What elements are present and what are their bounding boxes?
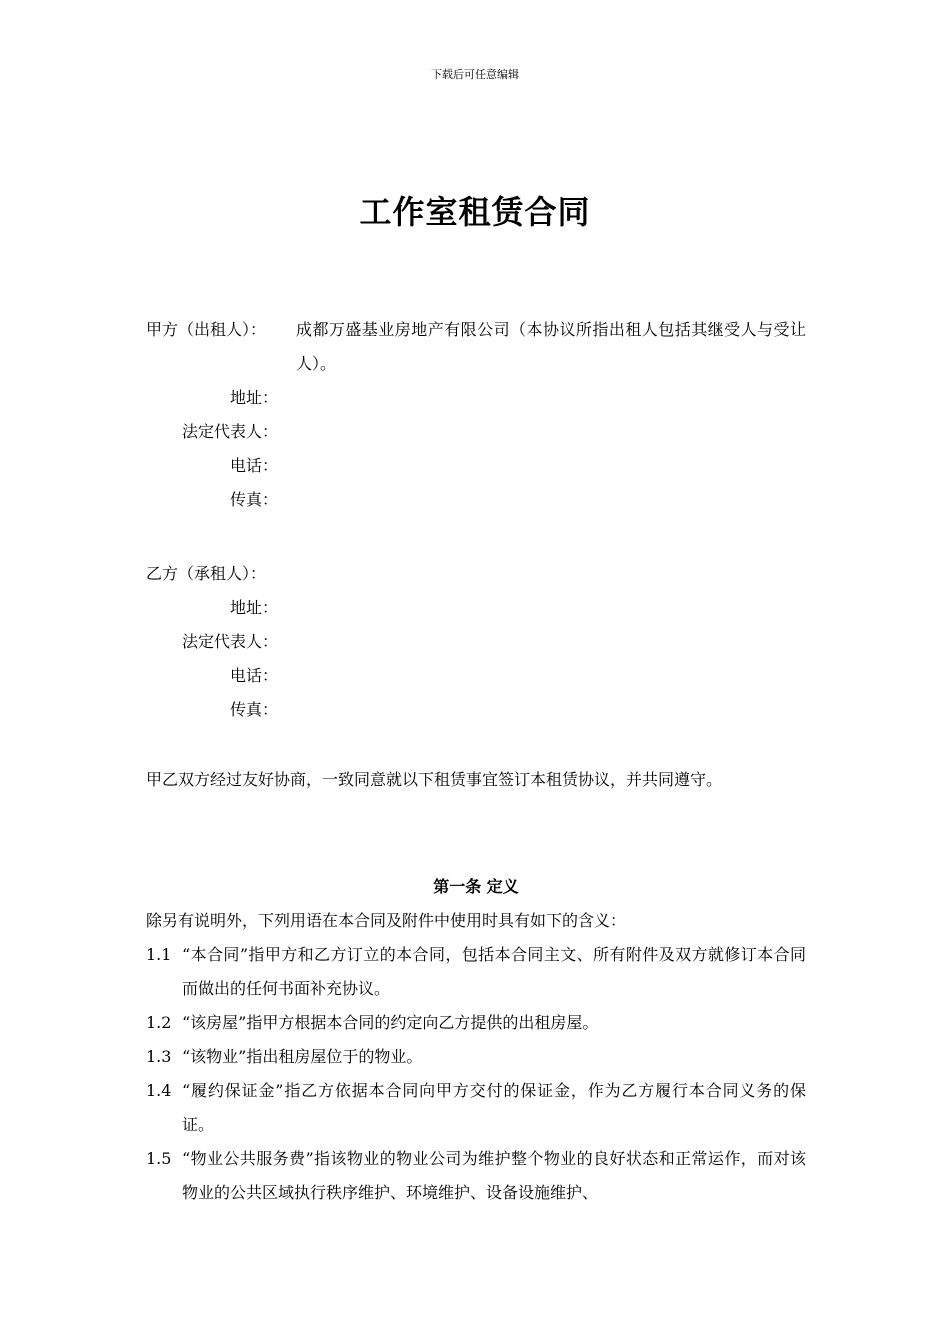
clause-item xyxy=(146,1006,806,1040)
clause-number: 1.1 xyxy=(146,945,172,964)
party-a-legal-rep xyxy=(146,415,806,449)
clause-item xyxy=(146,1142,806,1210)
party-b-label: 乙方（承租人）： xyxy=(146,564,267,583)
field-label: 法定代表人： xyxy=(181,422,278,441)
clause-item xyxy=(146,1040,806,1074)
party-a-name-row xyxy=(146,313,806,381)
clause-text: “该房屋”指甲方根据本合同的约定向乙方提供的出租房屋。 xyxy=(182,1013,599,1032)
party-b-fax xyxy=(146,693,806,727)
clause-number: 1.4 xyxy=(146,1081,172,1100)
field-label: 电话： xyxy=(229,456,278,475)
clause-text: “本合同”指甲方和乙方订立的本合同，包括本合同主文、所有附件及双方就修订本合同而做出的任何书面补充协议。 xyxy=(182,945,806,998)
party-b-phone xyxy=(146,659,806,693)
party-b-block xyxy=(146,557,806,727)
party-b-address xyxy=(146,591,806,625)
section-heading: 第一条 定义 xyxy=(433,877,519,896)
field-label: 传真： xyxy=(229,700,278,719)
field-label: 电话： xyxy=(229,666,278,685)
party-a-address xyxy=(146,381,806,415)
clause-text: “物业公共服务费”指该物业的物业公司为维护整个物业的良好状态和正常运作，而对该物业的公共区域执行秩序维护、环境维护、设备设施维护、 xyxy=(182,1149,806,1202)
clause-text: “该物业”指出租房屋位于的物业。 xyxy=(182,1047,423,1066)
preamble-paragraph: 甲乙双方经过友好协商，一致同意就以下租赁事宜签订本租赁协议，并共同遵守。 xyxy=(146,770,723,789)
party-b-legal-rep xyxy=(146,625,806,659)
party-a-fax xyxy=(146,483,806,517)
contract-title: 工作室租赁合同 xyxy=(359,193,591,231)
field-label: 地址： xyxy=(229,388,278,407)
section-1-content xyxy=(146,904,806,1210)
field-label: 法定代表人： xyxy=(181,632,278,651)
preamble-block xyxy=(146,763,806,797)
clause-number: 1.5 xyxy=(146,1149,172,1168)
header-note: 下载后可任意编辑 xyxy=(431,68,519,81)
clause-text: “履约保证金”指乙方依据本合同向甲方交付的保证金，作为乙方履行本合同义务的保证。 xyxy=(182,1081,806,1134)
party-a-block xyxy=(146,313,806,517)
clause-item xyxy=(146,938,806,1006)
clause-number: 1.2 xyxy=(146,1013,172,1032)
clause-number: 1.3 xyxy=(146,1047,172,1066)
party-a-name: 成都万盛基业房地产有限公司（本协议所指出租人包括其继受人与受让人）。 xyxy=(296,320,806,373)
section-intro: 除另有说明外，下列用语在本合同及附件中使用时具有如下的含义： xyxy=(146,911,627,930)
field-label: 传真： xyxy=(229,490,278,509)
party-a-phone xyxy=(146,449,806,483)
field-label: 地址： xyxy=(229,598,278,617)
clause-item xyxy=(146,1074,806,1142)
party-a-label: 甲方（出租人）： xyxy=(146,320,267,339)
